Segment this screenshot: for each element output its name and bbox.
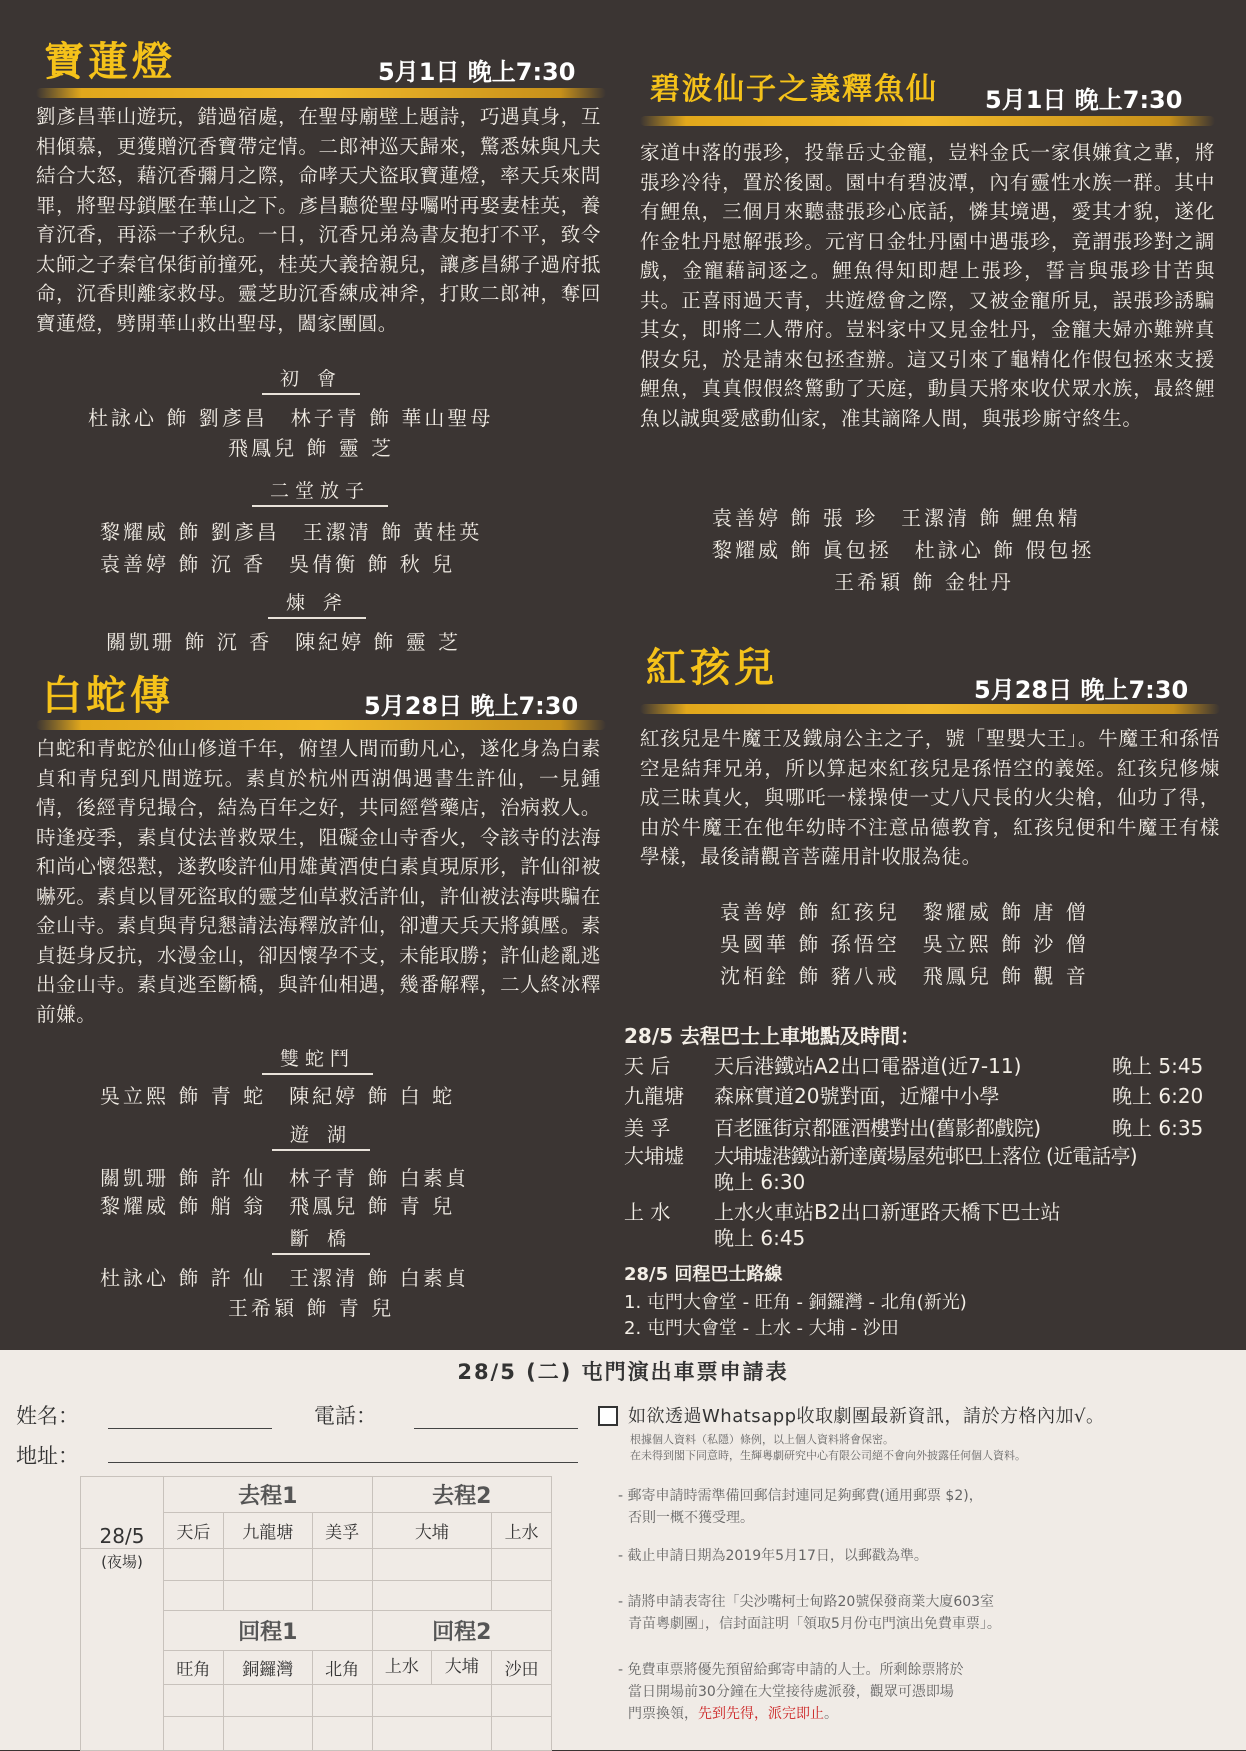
cast-row: 黎耀威 飾 眞包拯 杜詠心 飾 假包拯 <box>712 538 1095 562</box>
ticket-note: - 免費車票將優先預留給郵寄申請的人士。所剩餘票將於 <box>618 1662 964 1678</box>
ticket-count-cell[interactable] <box>164 1685 224 1717</box>
address-label: 地址： <box>16 1444 79 1468</box>
ticket-grid <box>80 1476 552 1751</box>
synopsis: 白蛇和青蛇於仙山修道千年，俯望人間而動凡心，遂化身為白素貞和青兒到凡間遊玩。素貞於杭州西湖偶遇書生許仙，一見鍾情，後經青兒撮合，結為百年之好，共同經營藥店，治病救人。時逢疫季，素貞仗法普救眾生，阻礙金山寺香火，令該寺的法海和尚心懷怨懟，遂教唆許仙用雄黃酒使白素貞現原形，許仙卻被嚇死。素貞以冒死盜取的靈芝仙草救活許仙，許仙被法海哄騙在金山寺。素貞與青兒懇請法海釋放許仙，卻遭天兵天將鎮壓。素貞挺身反抗，水漫金山，卻因懷孕不支，未能取勝；許仙趁亂逃出金山寺。素貞逃至斷橋，與許仙相遇，幾番解釋，二人終冰釋前嫌。 <box>36 737 601 1026</box>
bus-stop-time: 晚上 6:35 <box>1112 1116 1204 1140</box>
bus-stop-time: 晚上 6:20 <box>1112 1084 1204 1108</box>
title-brush-stroke <box>640 704 1220 714</box>
privacy-note: 在未得到閣下同意時，生輝粵劇研究中心有限公司絕不會向外披露任何個人資料。 <box>630 1449 1026 1462</box>
return-stop: 上水 <box>373 1651 433 1684</box>
whatsapp-text: 如欲透過Whatsapp收取劇團最新資訊，請於方格內加√。 <box>628 1406 1105 1427</box>
address-field[interactable] <box>108 1462 578 1463</box>
ticket-count-cell[interactable] <box>312 1685 372 1717</box>
go-stop: 九龍塘 <box>223 1513 312 1549</box>
cast-row: 黎耀威 飾 劉彥昌 王潔清 飾 黃桂英 <box>100 520 483 544</box>
phone-label: 電話： <box>314 1404 377 1428</box>
cast-row: 關凱珊 飾 許 仙 林子青 飾 白素貞 <box>100 1166 469 1190</box>
ticket-count-cell[interactable] <box>164 1581 224 1611</box>
ticket-count-cell[interactable] <box>372 1717 492 1751</box>
bus-stop-place: 上 水 <box>624 1200 671 1224</box>
bus-route: 2. 屯門大會堂 - 上水 - 大埔 - 沙田 <box>624 1318 899 1339</box>
ticket-count-cell[interactable] <box>372 1549 492 1581</box>
go-stop: 上水 <box>492 1513 552 1549</box>
ticket-count-cell[interactable] <box>492 1581 552 1611</box>
whatsapp-checkbox[interactable] <box>598 1406 618 1426</box>
return-stop <box>372 1651 492 1685</box>
ticket-count-cell[interactable] <box>312 1581 372 1611</box>
bus-stop-time: 晚上 6:30 <box>714 1170 806 1194</box>
ticket-count-cell[interactable] <box>223 1717 312 1751</box>
show-date: 5月1日 晚上7:30 <box>378 58 576 86</box>
return-stop: 大埔 <box>444 1657 479 1677</box>
cast-row: 王希穎 飾 青 兒 <box>228 1296 395 1320</box>
go-1-header: 去程1 <box>164 1477 373 1513</box>
cast-row: 杜詠心 飾 劉彥昌 林子青 飾 華山聖母 <box>88 406 494 430</box>
bus-stop-location: 天后港鐵站A2出口電器道(近7-11) <box>714 1054 1022 1078</box>
bus-stop-location: 百老匯街京都匯酒樓對出(舊影都戲院) <box>714 1116 1041 1140</box>
ticket-count-cell[interactable] <box>372 1685 492 1717</box>
ticket-count-cell[interactable] <box>164 1549 224 1581</box>
form-title: 28/5 (二) 屯門演出車票申請表 <box>457 1360 789 1384</box>
session-text: (夜場) <box>101 1553 143 1571</box>
ticket-count-cell[interactable] <box>372 1581 492 1611</box>
bus-stop-place: 大埔墟 <box>624 1144 684 1168</box>
bus-return-title: 28/5 回程巴士路線 <box>624 1264 783 1285</box>
title-brush-stroke <box>36 88 606 98</box>
cast-row: 吳國華 飾 孫悟空 吳立熙 飾 沙 僧 <box>720 932 1089 956</box>
bus-stop-location: 上水火車站B2出口新運路天橋下巴士站 <box>714 1200 1061 1224</box>
date-cell <box>81 1477 164 1549</box>
bus-stop-location: 大埔墟港鐵站新達廣場屋苑邨巴上落位 (近電話亭) <box>714 1144 1137 1168</box>
title-brush-stroke <box>36 720 606 730</box>
cast-row: 飛鳳兒 飾 靈 芝 <box>228 436 395 460</box>
cast-row: 杜詠心 飾 許 仙 王潔清 飾 白素貞 <box>100 1266 469 1290</box>
show-title: 白蛇傳 <box>42 672 174 719</box>
show-title: 寶蓮燈 <box>44 38 176 85</box>
act-heading: 雙蛇鬥 <box>262 1044 373 1075</box>
cast-row: 袁善婷 飾 紅孩兒 黎耀威 飾 唐 僧 <box>720 900 1089 924</box>
return-stop: 北角 <box>312 1651 372 1685</box>
ticket-count-cell[interactable] <box>492 1717 552 1751</box>
ticket-count-cell[interactable] <box>492 1549 552 1581</box>
synopsis: 家道中落的張珍，投靠岳丈金寵，豈料金氏一家俱嫌貧之輩，將張珍冷待，置於後園。園中有碧波潭，內有靈性水族一群。其中有鯉魚，三個月來聽盡張珍心底話，憐其境遇，愛其才貌，遂化作金牡丹慰解張珍。元宵日金牡丹園中遇張珍，竟謂張珍對之調戲，金寵藉詞逐之。鯉魚得知即趕上張珍，誓言與張珍甘苦與共。正喜雨過天青，共遊燈會之際，又被金寵所見，誤張珍誘騙其女，即將二人帶府。豈料家中又見金牡丹，金寵夫婦亦難辨真假女兒，於是請來包拯查辦。這又引來了龜精化作假包拯來支援鯉魚，真真假假終驚動了天庭，動員天將來收伏眾水族，最終鯉魚以誠與愛感動仙家，准其謫降人間，與張珍廝守終生。 <box>640 141 1215 430</box>
bus-route: 1. 屯門大會堂 - 旺角 - 銅鑼灣 - 北角(新光) <box>624 1292 967 1313</box>
act-heading: 斷 橋 <box>272 1224 370 1255</box>
go-stop: 美孚 <box>312 1513 372 1549</box>
act-heading: 煉 斧 <box>268 588 366 619</box>
ticket-note <box>628 1704 838 1725</box>
title-brush-stroke <box>640 116 1215 126</box>
bus-go-title: 28/5 去程巴士上車地點及時間： <box>624 1024 921 1048</box>
postage-note: 否則一概不獲受理。 <box>628 1510 754 1526</box>
ticket-count-cell[interactable] <box>223 1581 312 1611</box>
mail-address-note: - 請將申請表寄往「尖沙嘴柯士甸路20號保發商業大廈603室 <box>618 1594 995 1610</box>
go-stop: 天后 <box>164 1513 224 1549</box>
show-date: 5月28日 晚上7:30 <box>974 676 1189 704</box>
deadline-note: - 截止申請日期為2019年5月17日，以郵戳為準。 <box>618 1548 928 1564</box>
bus-stop-time: 晚上 6:45 <box>714 1226 806 1250</box>
privacy-note: 根據個人資料（私隱）條例，以上個人資料將會保密。 <box>630 1433 894 1446</box>
show-title: 碧波仙子之義釋魚仙 <box>650 72 938 107</box>
name-field[interactable] <box>108 1428 272 1429</box>
session-cell <box>81 1549 164 1751</box>
cast-row: 沈栢銓 飾 豬八戒 飛鳳兒 飾 觀 音 <box>720 964 1089 988</box>
return-stop: 沙田 <box>492 1651 552 1685</box>
postage-note: - 郵寄申請時需準備回郵信封連同足夠郵費(通用郵票 $2)， <box>618 1488 983 1504</box>
bus-stop-location: 森麻實道20號對面，近耀中小學 <box>714 1084 1000 1108</box>
synopsis: 紅孩兒是牛魔王及鐵扇公主之子，號「聖嬰大王」。牛魔王和孫悟空是結拜兄弟，所以算起來紅孩兒是孫悟空的義姪。紅孩兒修煉成三昧真火，與哪吒一樣操使一丈八尺長的火尖槍，仙功了得，由於牛魔王在他年幼時不注意品德教育，紅孩兒便和牛魔王有樣學樣，最後請觀音菩薩用計收服為徒。 <box>640 727 1220 868</box>
cast-row: 袁善婷 飾 沉 香 吳倩衡 飾 秋 兒 <box>100 552 456 576</box>
ticket-count-cell[interactable] <box>164 1717 224 1751</box>
return-stop: 銅鑼灣 <box>223 1651 312 1685</box>
ticket-note-text: 門票換領， <box>628 1706 698 1722</box>
ticket-count-cell[interactable] <box>312 1549 372 1581</box>
cast-row: 黎耀威 飾 艄 翁 飛鳳兒 飾 青 兒 <box>100 1194 456 1218</box>
synopsis: 劉彥昌華山遊玩，錯過宿處，在聖母廟壁上題詩，巧遇真身，互相傾慕，更獲贈沉香寶帶定情。二郎神巡天歸來，驚悉妹與凡夫結合大怒，藉沉香彌月之際，命哮天犬盜取寶蓮燈，率天兵來問罪，將聖母鎖壓在華山之下。彥昌聽從聖母囑咐再娶妻桂英，養育沉香，再添一子秋兒。一日，沉香兄弟為書友抱打不平，致令太師之子秦官保街前撞死，桂英大義捨親兒，讓彥昌綁子過府抵命，沉香則離家救母。靈芝助沉香練成神斧，打敗二郎神，奪回寶蓮燈，劈開華山救出聖母，闔家團圓。 <box>36 105 601 335</box>
show-title: 紅孩兒 <box>646 644 778 691</box>
act-heading: 二堂放子 <box>252 476 388 507</box>
ticket-count-cell[interactable] <box>223 1685 312 1717</box>
bus-stop-time: 晚上 5:45 <box>1112 1054 1204 1078</box>
show-date: 5月28日 晚上7:30 <box>364 692 579 720</box>
cast-row: 吳立熙 飾 青 蛇 陳紀婷 飾 白 蛇 <box>100 1084 456 1108</box>
act-heading: 遊 湖 <box>272 1120 370 1151</box>
ticket-note: 當日開場前30分鐘在大堂接待處派發，觀眾可憑即場 <box>628 1684 954 1700</box>
go-2-header: 去程2 <box>372 1477 552 1513</box>
mail-address-note: 青苗粵劇團」，信封面註明「領取5月份屯門演出免費車票」。 <box>628 1616 1001 1632</box>
ticket-count-cell[interactable] <box>492 1685 552 1717</box>
return-1-header: 回程1 <box>164 1611 373 1651</box>
return-stop: 旺角 <box>164 1651 224 1685</box>
ticket-count-cell[interactable] <box>312 1717 372 1751</box>
cast-row: 關凱珊 飾 沉 香 陳紀婷 飾 靈 芝 <box>106 630 462 654</box>
act-heading: 初 會 <box>262 364 360 395</box>
go-stop: 大埔 <box>372 1513 492 1549</box>
return-2-header: 回程2 <box>372 1611 552 1651</box>
ticket-note-highlight: 先到先得，派完即止 <box>698 1706 824 1722</box>
ticket-count-cell[interactable] <box>223 1549 312 1581</box>
show-date: 5月1日 晚上7:30 <box>985 86 1183 114</box>
name-label: 姓名： <box>16 1404 79 1428</box>
cast-row: 王希穎 飾 金牡丹 <box>834 570 1014 594</box>
ticket-note-end: 。 <box>824 1706 838 1722</box>
date-cell-text: 28/5 <box>99 1524 145 1548</box>
phone-field[interactable] <box>414 1428 578 1429</box>
cast-row: 袁善婷 飾 張 珍 王潔清 飾 鯉魚精 <box>712 506 1081 530</box>
bus-stop-place: 美 孚 <box>624 1116 671 1140</box>
bus-stop-place: 九龍塘 <box>624 1084 684 1108</box>
bus-stop-place: 天 后 <box>624 1054 671 1078</box>
